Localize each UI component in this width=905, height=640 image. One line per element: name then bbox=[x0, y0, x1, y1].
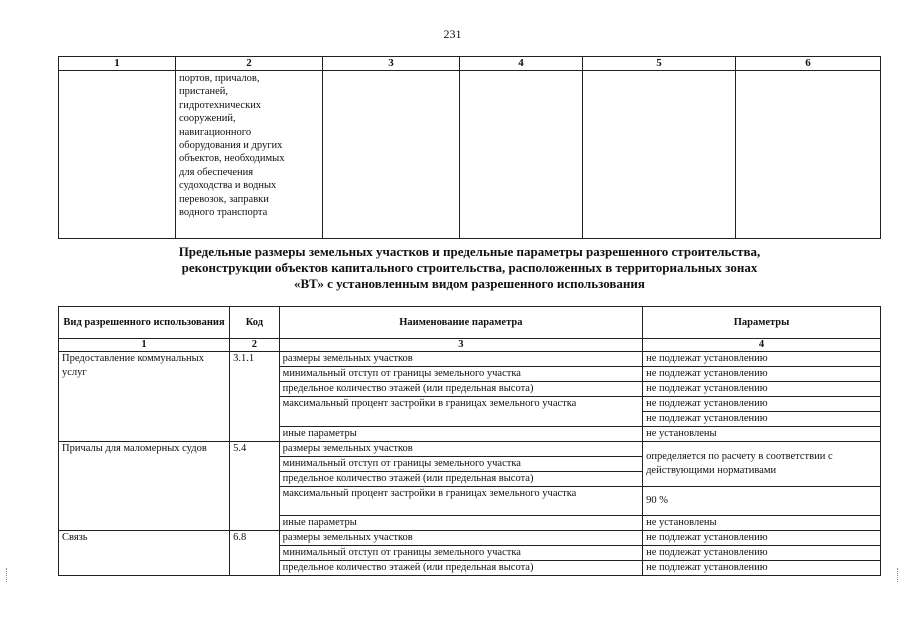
param-name-cell: размеры земельных участков bbox=[279, 442, 642, 457]
param-name-cell: размеры земельных участков bbox=[279, 352, 642, 367]
empty-cell bbox=[460, 71, 583, 239]
table-row bbox=[59, 352, 881, 367]
col-header-3: 3 bbox=[323, 57, 460, 71]
param-value-cell: не подлежат установлению bbox=[643, 397, 881, 412]
col-number: 1 bbox=[59, 339, 230, 352]
param-value-cell: 90 % bbox=[643, 487, 881, 516]
param-name-cell: предельное количество этажей (или предельная высота) bbox=[279, 382, 642, 397]
col-header-1: 1 bbox=[59, 57, 176, 71]
header-kind: Вид разрешенного использования bbox=[59, 307, 230, 339]
param-value-cell: не подлежат установлению bbox=[643, 382, 881, 397]
empty-cell bbox=[59, 71, 176, 239]
parameters-table bbox=[58, 306, 881, 576]
code-cell: 5.4 bbox=[230, 442, 280, 531]
continuation-table bbox=[58, 56, 881, 239]
col-header-4: 4 bbox=[460, 57, 583, 71]
heading-line: реконструкции объектов капитального строительства, расположенных в территориальных зонах bbox=[181, 260, 758, 275]
empty-cell bbox=[583, 71, 736, 239]
section-heading bbox=[58, 244, 881, 292]
col-number: 4 bbox=[643, 339, 881, 352]
col-number: 3 bbox=[279, 339, 642, 352]
param-name-cell: максимальный процент застройки в границах земельного участка bbox=[279, 487, 642, 516]
param-name-cell: максимальный процент застройки в границах земельного участка bbox=[279, 397, 642, 427]
param-name-cell: минимальный отступ от границы земельного участка bbox=[279, 546, 642, 561]
col-header-5: 5 bbox=[583, 57, 736, 71]
code-cell: 3.1.1 bbox=[230, 352, 280, 442]
header-code: Код bbox=[230, 307, 280, 339]
table-row bbox=[59, 442, 881, 457]
param-name-cell: предельное количество этажей (или предельная высота) bbox=[279, 472, 642, 487]
code-cell: 6.8 bbox=[230, 531, 280, 576]
param-name-cell: предельное количество этажей (или предельная высота) bbox=[279, 561, 642, 576]
param-value-cell: не подлежат установлению bbox=[643, 412, 881, 427]
header-param-name: Наименование параметра bbox=[279, 307, 642, 339]
page-number: 231 bbox=[443, 27, 462, 41]
scan-edge-mark bbox=[897, 568, 900, 582]
header-params: Параметры bbox=[643, 307, 881, 339]
col-header-2: 2 bbox=[176, 57, 323, 71]
param-name-cell: иные параметры bbox=[279, 427, 642, 442]
param-name-cell: размеры земельных участков bbox=[279, 531, 642, 546]
table-row bbox=[59, 531, 881, 546]
param-value-cell: не установлены bbox=[643, 516, 881, 531]
param-value-cell: не подлежат установлению bbox=[643, 352, 881, 367]
empty-cell bbox=[736, 71, 881, 239]
scan-edge-mark bbox=[6, 568, 9, 582]
param-value-cell: не подлежат установлению bbox=[643, 531, 881, 546]
param-value-cell: не установлены bbox=[643, 427, 881, 442]
param-value-cell: не подлежат установлению bbox=[643, 546, 881, 561]
col-header-6: 6 bbox=[736, 57, 881, 71]
header-row bbox=[59, 307, 881, 339]
kind-cell: Связь bbox=[59, 531, 230, 576]
kind-cell: Предоставление коммунальных услуг bbox=[59, 352, 230, 442]
header-row bbox=[59, 57, 881, 71]
empty-cell bbox=[323, 71, 460, 239]
heading-line: «ВТ» с установленным видом разрешенного использования bbox=[294, 276, 645, 291]
heading-line: Предельные размеры земельных участков и предельные параметры разрешенного строительства, bbox=[178, 244, 761, 259]
param-name-cell: минимальный отступ от границы земельного участка bbox=[279, 457, 642, 472]
param-name-cell: минимальный отступ от границы земельного участка bbox=[279, 367, 642, 382]
continuation-cell bbox=[176, 71, 323, 239]
param-value-cell: не подлежат установлению bbox=[643, 561, 881, 576]
kind-cell: Причалы для маломерных судов bbox=[59, 442, 230, 531]
col-number: 2 bbox=[230, 339, 280, 352]
param-value-cell: не подлежат установлению bbox=[643, 367, 881, 382]
table-row bbox=[59, 71, 881, 239]
merged-value-cell: определяется по расчету в соответствии с действующими нормативами bbox=[643, 442, 881, 487]
column-number-row bbox=[59, 339, 881, 352]
param-name-cell: иные параметры bbox=[279, 516, 642, 531]
continuation-text: портов, причалов, пристаней, гидротехнических сооружений, навигационного оборудования и других объектов, необходимых для обеспечения судоходства и водных перевозок, заправки водного транспорта bbox=[179, 73, 285, 219]
